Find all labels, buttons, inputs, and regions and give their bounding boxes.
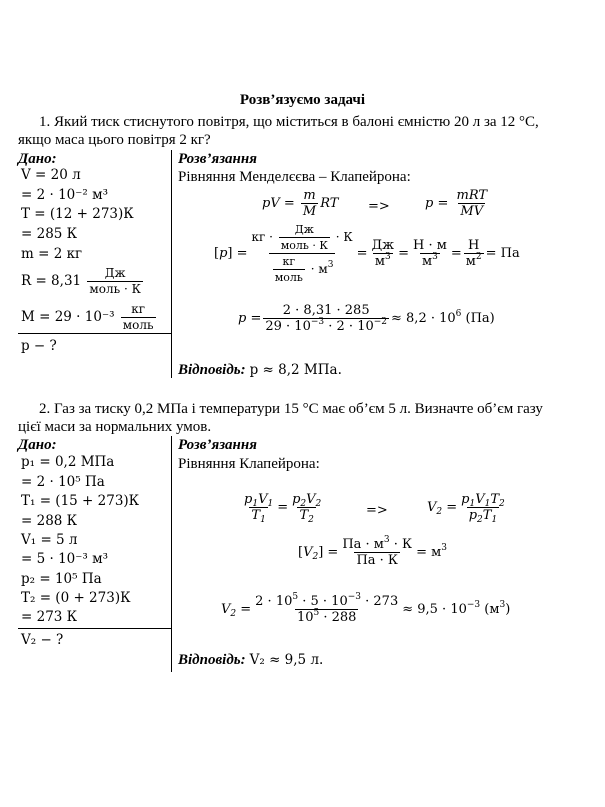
problem2-answer bbox=[178, 651, 323, 669]
formula-p-calc: p = $\frac{2 \cdot 8,31 \cdot 285}{29 \cdot 10^{-3} \cdot 2 \cdot 10^{-2}}$ ≈ $8,2 \cdot 10^6$ (Па) bbox=[238, 303, 495, 334]
formula-units-p: [p] = кг · $\frac{Дж}{\text{моль · К}}$ · К $\frac{кг}{\text{моль}}$ · $м^3$ = $\frac{Дж}{м^3}$ = $\frac{Н \cdot м}{м^3}$ = $\frac{Н}{м^2}$ = Па bbox=[214, 223, 520, 284]
given-R-unit-num: Дж bbox=[104, 266, 126, 280]
find-item: V₂ − ? bbox=[21, 632, 64, 648]
page-title: Розв’язуємо задачі bbox=[239, 92, 366, 108]
solution-heading: Розв’язання bbox=[178, 151, 257, 167]
given-item: m = 2 кг bbox=[21, 246, 83, 262]
given-underline bbox=[18, 333, 171, 334]
problem1-answer bbox=[178, 361, 342, 379]
find-item: p − ? bbox=[21, 338, 57, 354]
given-M-unit-den: моль bbox=[122, 318, 154, 332]
answer-value: p ≈ 8,2 МПа. bbox=[249, 362, 342, 378]
given-item: p₂ = 10⁵ Па bbox=[21, 571, 102, 587]
given-item: = 273 К bbox=[21, 609, 78, 625]
given-item: = 285 К bbox=[21, 226, 78, 242]
given-R-prefix: R = 8,31 bbox=[21, 273, 82, 289]
given-item: T = (12 + 273)К bbox=[21, 206, 134, 222]
given-heading: Дано: bbox=[18, 151, 57, 167]
given-item: T₂ = (0 + 273)К bbox=[21, 590, 131, 606]
given-divider bbox=[171, 150, 172, 378]
problem1-law: Рівняння Менделєєва – Клапейрона: bbox=[178, 169, 411, 185]
given-item: p₁ = 0,2 МПа bbox=[21, 454, 115, 470]
formula-pressure: p = $\frac{\text{mRT}}{MV}$ bbox=[425, 188, 488, 219]
given-R-unit-den: моль · К bbox=[89, 282, 141, 296]
answer-value: V₂ ≈ 9,5 л. bbox=[249, 652, 324, 668]
given-M-prefix: M = 29 · 10⁻³ bbox=[21, 309, 115, 325]
solution-heading: Розв’язання bbox=[178, 437, 257, 453]
implies-arrow: => bbox=[368, 199, 390, 214]
answer-label: Відповідь: bbox=[178, 362, 246, 378]
given-item: V₁ = 5 л bbox=[21, 532, 78, 548]
problem2-law: Рівняння Клапейрона: bbox=[178, 456, 320, 472]
formula-clapeyron: $\frac{p_1V_1}{T_1}$ = $\frac{p_2V_2}{T_2}$ bbox=[244, 492, 322, 525]
formula-V2: $V_2$ = $\frac{p_1V_1T_2}{p_2T_1}$ bbox=[427, 492, 505, 525]
given-item: V = 20 л bbox=[21, 167, 81, 183]
given-item-R bbox=[21, 266, 145, 297]
given-divider bbox=[171, 436, 172, 672]
given-item: = 2 · 10⁵ Па bbox=[21, 474, 105, 490]
formula-units-V2: $[V_2]$ = $\frac{Па \cdot м^3 \cdot К}{Па \cdot К}$ = $м^3$ bbox=[298, 535, 447, 568]
given-underline bbox=[18, 628, 171, 629]
problem2-statement-line2: цієї маси за нормальних умов. bbox=[18, 419, 212, 435]
given-item: = 2 · 10⁻² м³ bbox=[21, 187, 108, 203]
problem2-statement-line1: 2. Газ за тиску 0,2 МПа і температури 15 °C має об’єм 5 л. Визначте об’єм газу bbox=[39, 401, 543, 417]
problem1-statement-line2: якщо маса цього повітря 2 кг? bbox=[18, 132, 211, 148]
formula-V2-calc: $V_2$ = $\frac{2 \cdot 10^5 \cdot 5 \cdot 10^{-3} \cdot 273}{10^5 \cdot 288}$ ≈ $9,5 \cdot 10^{-3}$ $(м^3)$ bbox=[221, 592, 511, 625]
given-item: = 5 · 10⁻³ м³ bbox=[21, 551, 108, 567]
implies-arrow: => bbox=[366, 503, 388, 518]
formula-ideal-gas: pV = $\frac{m}{M}$ RT bbox=[262, 188, 339, 219]
answer-label: Відповідь: bbox=[178, 652, 246, 668]
problem1-statement-line1: 1. Який тиск стиснутого повітря, що міститься в балоні ємністю 20 л за 12 °C, bbox=[39, 114, 539, 130]
given-item: = 288 К bbox=[21, 513, 78, 529]
given-item-M bbox=[21, 302, 158, 333]
given-item: T₁ = (15 + 273)К bbox=[21, 493, 140, 509]
given-heading: Дано: bbox=[18, 437, 57, 453]
given-M-unit-num: кг bbox=[131, 302, 146, 316]
